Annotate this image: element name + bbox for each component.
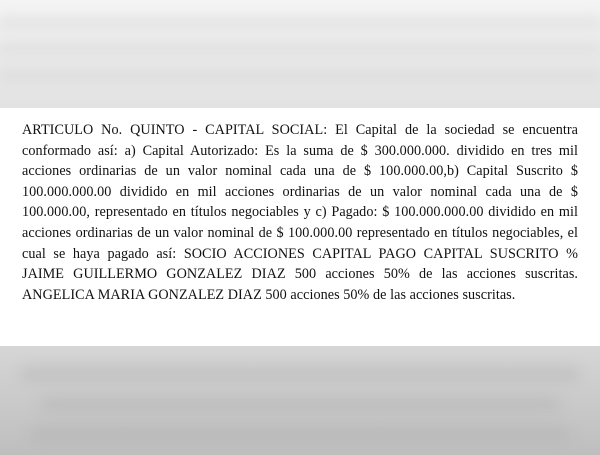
blurred-text-line (0, 18, 600, 28)
blurred-text-line (0, 70, 600, 80)
blurred-text-line (0, 44, 600, 54)
article-paragraph: ARTICULO No. QUINTO - CAPITAL SOCIAL: El Capital de la sociedad se encuentra conformado así: a) Capital Autorizado: Es la suma de $ 300.000.000. dividido en tres mil acciones ordinarias de un valor nominal cada una de $ 100.000.00,b) Capital Suscrito $ 100.000.000.00 dividido en mil acciones ordinarias de un valor nominal cada una de $ 100.000.00, representado en títulos negociables y c) Pagado: $ 100.000.000.00 dividido en mil acciones ordinarias de un valor nominal de $ 100.000.00 representado en títulos negociables, el cual se haya pagado así: SOCIO ACCIONES CAPITAL PAGO CAPITAL SUSCRITO % JAIME GUILLERMO GONZALEZ DIAZ 500 acciones 50% de las acciones suscritas. ANGELICA MARIA GONZALEZ DIAZ 500 acciones 50% de las acciones suscritas. (22, 122, 578, 303)
blurred-text-line (20, 368, 580, 380)
blurred-text-line (40, 398, 560, 410)
blurred-background-bottom (0, 346, 600, 455)
document-excerpt (0, 108, 600, 346)
blurred-text-line (30, 428, 570, 440)
blurred-background-top (0, 0, 600, 108)
